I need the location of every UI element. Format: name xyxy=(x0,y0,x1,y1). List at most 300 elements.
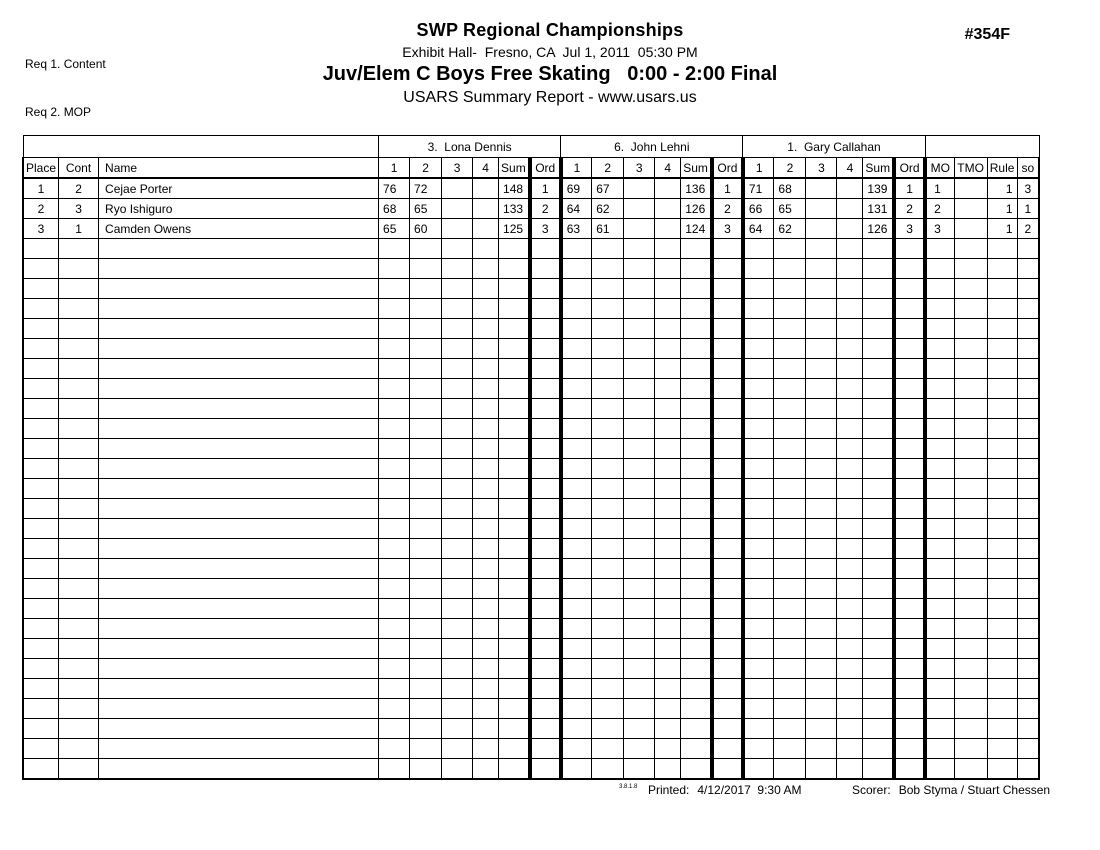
name-cell xyxy=(99,719,379,739)
judge3-score4-cell xyxy=(837,259,863,279)
column-header-row xyxy=(23,158,1039,179)
judge2-sum-cell xyxy=(681,319,712,339)
empty-row xyxy=(23,479,1039,499)
judge3-score2-cell xyxy=(774,699,806,719)
so-cell xyxy=(1017,479,1039,499)
empty-row xyxy=(23,739,1039,759)
judge3-score1-cell: 64 xyxy=(743,219,774,239)
mo-cell xyxy=(925,299,954,319)
judge2-ord-cell xyxy=(712,599,743,619)
judge2-score3-cell xyxy=(624,259,655,279)
judge2-score3-cell xyxy=(624,279,655,299)
judge1-score2-cell xyxy=(410,279,442,299)
judge3-score1-cell xyxy=(743,719,774,739)
so-cell: 1 xyxy=(1017,199,1039,219)
judge3-score1-cell xyxy=(743,259,774,279)
judge2-ord-cell xyxy=(712,399,743,419)
name-cell xyxy=(99,619,379,639)
judge3-score1-cell xyxy=(743,699,774,719)
judge2-score2-cell xyxy=(592,319,624,339)
judge2-score1-cell xyxy=(561,239,592,259)
judge1-score3-cell xyxy=(442,559,473,579)
judge1-score4-cell xyxy=(473,299,499,319)
judge1-score4-cell xyxy=(473,539,499,559)
cont-cell xyxy=(59,459,99,479)
judge2-score1-cell xyxy=(561,419,592,439)
judge3-score3-cell xyxy=(806,559,837,579)
header-judge1-3: 3 xyxy=(442,158,473,179)
tmo-cell xyxy=(954,419,987,439)
judge2-score4-cell xyxy=(655,519,681,539)
tmo-cell xyxy=(954,579,987,599)
judge1-ord-cell xyxy=(530,599,561,619)
judge3-score2-cell xyxy=(774,419,806,439)
judge2-sum-cell xyxy=(681,639,712,659)
judge2-sum-cell xyxy=(681,399,712,419)
judge3-score2-cell xyxy=(774,619,806,639)
tmo-cell xyxy=(954,359,987,379)
judge2-score1-cell xyxy=(561,599,592,619)
judge3-score3-cell xyxy=(806,579,837,599)
judge2-score4-cell xyxy=(655,219,681,239)
judge3-score2-cell xyxy=(774,599,806,619)
mo-cell xyxy=(925,259,954,279)
judge1-ord-cell xyxy=(530,379,561,399)
judge1-score4-cell xyxy=(473,699,499,719)
rule-cell xyxy=(987,299,1017,319)
name-cell xyxy=(99,299,379,319)
result-row xyxy=(23,219,1039,239)
judge1-score4-cell xyxy=(473,559,499,579)
judge2-score4-cell xyxy=(655,359,681,379)
judge1-score1-cell xyxy=(379,359,410,379)
cont-cell xyxy=(59,479,99,499)
req-line-2: Req 2. MOP xyxy=(25,105,92,119)
judge1-score3-cell xyxy=(442,439,473,459)
rule-cell xyxy=(987,499,1017,519)
empty-row xyxy=(23,499,1039,519)
place-cell xyxy=(23,699,59,719)
name-cell xyxy=(99,339,379,359)
judge3-score1-cell: 66 xyxy=(743,199,774,219)
judge3-ord-cell xyxy=(894,379,925,399)
judge3-score1-cell xyxy=(743,479,774,499)
header-mo: MO xyxy=(925,158,954,179)
header-so: so xyxy=(1017,158,1039,179)
judge1-sum-cell xyxy=(499,259,530,279)
judge3-score4-cell xyxy=(837,379,863,399)
judge2-score2-cell xyxy=(592,499,624,519)
printed-label: Printed: xyxy=(648,783,690,797)
judge3-ord-cell xyxy=(894,659,925,679)
judge1-score1-cell xyxy=(379,619,410,639)
judge2-score3-cell xyxy=(624,639,655,659)
judge3-score1-cell xyxy=(743,739,774,759)
judge2-score3-cell xyxy=(624,699,655,719)
judge2-sum-cell: 124 xyxy=(681,219,712,239)
judge1-score3-cell xyxy=(442,259,473,279)
judge2-sum-cell xyxy=(681,239,712,259)
so-cell xyxy=(1017,459,1039,479)
judge3-score3-cell xyxy=(806,619,837,639)
judge3-score1-cell xyxy=(743,599,774,619)
result-row xyxy=(23,178,1039,199)
judge2-ord-cell xyxy=(712,479,743,499)
judge1-score3-cell xyxy=(442,319,473,339)
judge1-score3-cell xyxy=(442,659,473,679)
judge1-score2-cell xyxy=(410,399,442,419)
judge3-score1-cell xyxy=(743,459,774,479)
tmo-cell xyxy=(954,439,987,459)
judge1-score3-cell xyxy=(442,739,473,759)
rule-cell xyxy=(987,419,1017,439)
judge1-sum-cell xyxy=(499,739,530,759)
judge1-score3-cell xyxy=(442,219,473,239)
judge1-sum-cell xyxy=(499,599,530,619)
cont-cell xyxy=(59,419,99,439)
judge3-sum-cell xyxy=(863,339,894,359)
judge2-score3-cell xyxy=(624,419,655,439)
judge3-score2-cell xyxy=(774,659,806,679)
header-judge1-ord: Ord xyxy=(530,158,561,179)
judge3-score2-cell xyxy=(774,319,806,339)
rule-cell xyxy=(987,439,1017,459)
tmo-cell xyxy=(954,719,987,739)
so-cell xyxy=(1017,499,1039,519)
judge2-sum-cell xyxy=(681,279,712,299)
so-cell: 3 xyxy=(1017,178,1039,199)
judge2-score4-cell xyxy=(655,239,681,259)
name-cell xyxy=(99,359,379,379)
judge1-score4-cell xyxy=(473,519,499,539)
judge1-ord-cell xyxy=(530,299,561,319)
judge1-sum-cell xyxy=(499,319,530,339)
judge2-score2-cell xyxy=(592,359,624,379)
judge3-score2-cell xyxy=(774,479,806,499)
judge3-sum-cell xyxy=(863,619,894,639)
judge3-score4-cell xyxy=(837,619,863,639)
judge1-score1-cell xyxy=(379,279,410,299)
so-cell xyxy=(1017,239,1039,259)
judge2-score3-cell xyxy=(624,399,655,419)
judge2-ord-cell xyxy=(712,239,743,259)
place-cell xyxy=(23,439,59,459)
judge2-sum-cell xyxy=(681,439,712,459)
judge2-score1-cell xyxy=(561,399,592,419)
judge3-score2-cell xyxy=(774,239,806,259)
judge3-score1-cell: 71 xyxy=(743,178,774,199)
so-cell xyxy=(1017,419,1039,439)
judge3-score3-cell xyxy=(806,459,837,479)
judge1-sum-cell xyxy=(499,399,530,419)
judge2-score1-cell xyxy=(561,279,592,299)
judge3-ord-cell xyxy=(894,639,925,659)
tmo-cell xyxy=(954,379,987,399)
judge1-sum-cell xyxy=(499,659,530,679)
judge2-score2-cell xyxy=(592,719,624,739)
name-cell: Ryo Ishiguro xyxy=(99,199,379,219)
judge2-score4-cell xyxy=(655,599,681,619)
judge2-ord-cell xyxy=(712,539,743,559)
judge3-score2-cell xyxy=(774,519,806,539)
judge2-score3-cell xyxy=(624,579,655,599)
judge3-score4-cell xyxy=(837,459,863,479)
header-tmo: TMO xyxy=(954,158,987,179)
judge3-sum-cell xyxy=(863,639,894,659)
judge1-sum-cell xyxy=(499,479,530,499)
rule-cell: 1 xyxy=(987,219,1017,239)
judge3-sum-cell xyxy=(863,559,894,579)
judge2-score3-cell xyxy=(624,759,655,780)
mo-cell xyxy=(925,579,954,599)
judge3-sum-cell xyxy=(863,359,894,379)
empty-row xyxy=(23,759,1039,780)
cont-cell xyxy=(59,499,99,519)
judge2-score2-cell xyxy=(592,279,624,299)
so-cell xyxy=(1017,339,1039,359)
so-cell xyxy=(1017,299,1039,319)
tmo-cell xyxy=(954,319,987,339)
judge1-score1-cell xyxy=(379,579,410,599)
tmo-cell xyxy=(954,199,987,219)
so-cell xyxy=(1017,599,1039,619)
judge2-sum-cell xyxy=(681,759,712,780)
judge3-score1-cell xyxy=(743,619,774,639)
judge2-score2-cell: 61 xyxy=(592,219,624,239)
judge1-score1-cell: 76 xyxy=(379,178,410,199)
mo-cell xyxy=(925,239,954,259)
judge2-score4-cell xyxy=(655,439,681,459)
judge2-score4-cell xyxy=(655,259,681,279)
tmo-cell xyxy=(954,299,987,319)
judge1-score4-cell xyxy=(473,579,499,599)
place-cell xyxy=(23,499,59,519)
mo-cell xyxy=(925,339,954,359)
judge2-ord-cell: 3 xyxy=(712,219,743,239)
cont-cell xyxy=(59,599,99,619)
judge2-ord-cell xyxy=(712,659,743,679)
judge2-score4-cell xyxy=(655,499,681,519)
so-cell xyxy=(1017,519,1039,539)
judge2-sum-cell xyxy=(681,359,712,379)
judge2-score2-cell: 62 xyxy=(592,199,624,219)
judge1-score3-cell xyxy=(442,719,473,739)
judge3-score2-cell xyxy=(774,559,806,579)
empty-row xyxy=(23,659,1039,679)
judge2-score1-cell xyxy=(561,479,592,499)
judge3-score4-cell xyxy=(837,219,863,239)
judge1-score2-cell xyxy=(410,459,442,479)
cont-cell xyxy=(59,239,99,259)
results-table xyxy=(22,135,1040,780)
judge3-ord-cell xyxy=(894,479,925,499)
judge1-score3-cell xyxy=(442,619,473,639)
mo-cell xyxy=(925,479,954,499)
judge1-score4-cell xyxy=(473,399,499,419)
judge1-sum-cell: 148 xyxy=(499,178,530,199)
judge3-score2-cell xyxy=(774,459,806,479)
judge3-sum-cell xyxy=(863,499,894,519)
header-judge3-1: 1 xyxy=(743,158,774,179)
judge2-ord-cell xyxy=(712,619,743,639)
mo-cell xyxy=(925,539,954,559)
printed-line xyxy=(648,783,801,797)
judge3-sum-cell xyxy=(863,239,894,259)
tmo-cell xyxy=(954,539,987,559)
judge3-score4-cell xyxy=(837,479,863,499)
rule-cell: 1 xyxy=(987,199,1017,219)
printed-value: 4/12/2017 9:30 AM xyxy=(697,783,802,797)
empty-row xyxy=(23,459,1039,479)
judge3-score3-cell xyxy=(806,199,837,219)
judge3-score2-cell: 68 xyxy=(774,178,806,199)
judge2-score4-cell xyxy=(655,459,681,479)
so-cell xyxy=(1017,759,1039,780)
name-cell xyxy=(99,699,379,719)
judge3-sum-cell xyxy=(863,699,894,719)
so-cell xyxy=(1017,739,1039,759)
judge1-score1-cell xyxy=(379,759,410,780)
judge1-score3-cell xyxy=(442,419,473,439)
cont-cell xyxy=(59,619,99,639)
judge3-ord-cell xyxy=(894,339,925,359)
mo-cell xyxy=(925,419,954,439)
judge2-score2-cell xyxy=(592,459,624,479)
judge2-sum-cell xyxy=(681,679,712,699)
judge1-sum-cell: 125 xyxy=(499,219,530,239)
judge3-score4-cell xyxy=(837,499,863,519)
judge3-sum-cell: 131 xyxy=(863,199,894,219)
name-cell xyxy=(99,259,379,279)
judge3-score1-cell xyxy=(743,319,774,339)
place-cell xyxy=(23,479,59,499)
judge1-score4-cell xyxy=(473,659,499,679)
name-cell xyxy=(99,679,379,699)
place-cell xyxy=(23,519,59,539)
judge2-ord-cell xyxy=(712,639,743,659)
judge1-ord-cell xyxy=(530,659,561,679)
judge2-ord-cell xyxy=(712,319,743,339)
mo-cell xyxy=(925,639,954,659)
judge1-score2-cell: 72 xyxy=(410,178,442,199)
judge2-score4-cell xyxy=(655,199,681,219)
judge1-score1-cell xyxy=(379,339,410,359)
judge2-score1-cell xyxy=(561,339,592,359)
judge2-score3-cell xyxy=(624,199,655,219)
judge1-score1-cell xyxy=(379,399,410,419)
judge3-score2-cell: 65 xyxy=(774,199,806,219)
judge1-sum-cell xyxy=(499,759,530,780)
judge3-sum-cell xyxy=(863,739,894,759)
judge3-ord-cell xyxy=(894,439,925,459)
judge2-ord-cell: 1 xyxy=(712,178,743,199)
judge3-sum-cell xyxy=(863,719,894,739)
judge3-score1-cell xyxy=(743,639,774,659)
cont-cell xyxy=(59,699,99,719)
judge3-score4-cell xyxy=(837,339,863,359)
judge1-ord-cell xyxy=(530,279,561,299)
judge1-sum-cell xyxy=(499,499,530,519)
judge1-score4-cell xyxy=(473,178,499,199)
header-cont: Cont xyxy=(59,158,99,179)
judge2-score2-cell xyxy=(592,519,624,539)
judge3-score1-cell xyxy=(743,419,774,439)
judge1-sum-cell xyxy=(499,539,530,559)
judge1-ord-cell xyxy=(530,459,561,479)
judge1-ord-cell xyxy=(530,239,561,259)
judge3-ord-cell xyxy=(894,459,925,479)
cont-cell xyxy=(59,759,99,780)
judge3-score1-cell xyxy=(743,299,774,319)
judge1-score1-cell xyxy=(379,679,410,699)
judge2-score3-cell xyxy=(624,739,655,759)
scorer-value: Bob Styma / Stuart Chessen xyxy=(898,783,1051,797)
empty-row xyxy=(23,259,1039,279)
judge1-score3-cell xyxy=(442,579,473,599)
judge1-score1-cell xyxy=(379,379,410,399)
so-cell xyxy=(1017,719,1039,739)
mo-cell xyxy=(925,759,954,780)
judge3-sum-cell xyxy=(863,759,894,780)
place-cell xyxy=(23,719,59,739)
judge2-score3-cell xyxy=(624,539,655,559)
place-cell xyxy=(23,279,59,299)
name-cell xyxy=(99,519,379,539)
place-cell xyxy=(23,239,59,259)
judge1-score4-cell xyxy=(473,639,499,659)
cont-cell: 2 xyxy=(59,178,99,199)
judge3-sum-cell xyxy=(863,659,894,679)
judge2-ord-cell xyxy=(712,379,743,399)
judge3-score3-cell xyxy=(806,679,837,699)
mo-cell xyxy=(925,359,954,379)
judge3-score3-cell xyxy=(806,219,837,239)
name-cell xyxy=(99,319,379,339)
judge3-score3-cell xyxy=(806,719,837,739)
judge3-score4-cell xyxy=(837,639,863,659)
judge2-score3-cell xyxy=(624,339,655,359)
judge3-score3-cell xyxy=(806,539,837,559)
judge2-score4-cell xyxy=(655,719,681,739)
tmo-cell xyxy=(954,239,987,259)
judge1-score1-cell xyxy=(379,479,410,499)
judge2-score4-cell xyxy=(655,679,681,699)
name-cell: Camden Owens xyxy=(99,219,379,239)
judge3-score2-cell xyxy=(774,739,806,759)
judge2-ord-cell xyxy=(712,299,743,319)
judge3-score2-cell: 62 xyxy=(774,219,806,239)
tmo-cell xyxy=(954,619,987,639)
judge1-score2-cell xyxy=(410,339,442,359)
judge2-score4-cell xyxy=(655,759,681,780)
cont-cell: 1 xyxy=(59,219,99,239)
cont-cell xyxy=(59,659,99,679)
judge3-score2-cell xyxy=(774,719,806,739)
judge3-score3-cell xyxy=(806,178,837,199)
judge3-score2-cell xyxy=(774,279,806,299)
judge2-score4-cell xyxy=(655,539,681,559)
judge2-score2-cell xyxy=(592,439,624,459)
judge1-sum-cell xyxy=(499,459,530,479)
rule-cell xyxy=(987,359,1017,379)
rule-cell xyxy=(987,699,1017,719)
judge2-score2-cell xyxy=(592,479,624,499)
place-cell: 2 xyxy=(23,199,59,219)
judge3-score3-cell xyxy=(806,299,837,319)
judge2-ord-cell xyxy=(712,419,743,439)
judge3-score4-cell xyxy=(837,279,863,299)
judge1-ord-cell xyxy=(530,359,561,379)
